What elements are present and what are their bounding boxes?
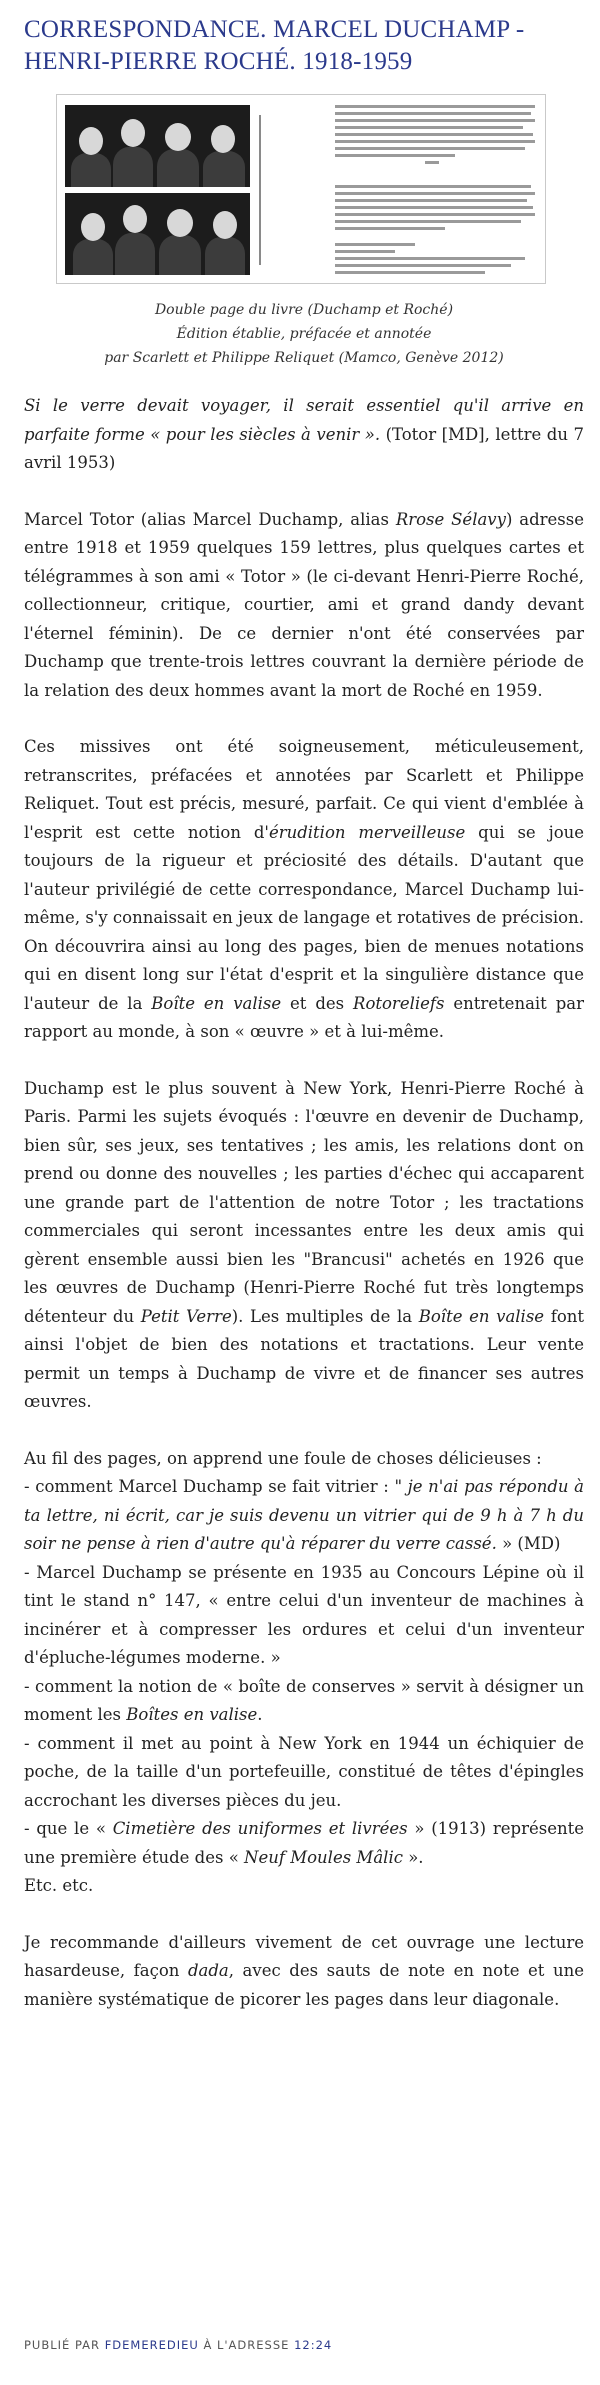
footer-prefix: PUBLIÉ PAR bbox=[24, 2338, 105, 2352]
text-run-italic: Rotoreliefs bbox=[353, 993, 445, 1013]
text-run: entretenait par rapport au monde, à son « œuvre » et à lui-même. bbox=[24, 993, 584, 1041]
post-footer bbox=[24, 2338, 332, 2352]
paragraph-epigraph bbox=[24, 392, 584, 478]
caption-line: par Scarlett et Philippe Reliquet (Mamco, Genève 2012) bbox=[104, 350, 504, 366]
image-caption bbox=[24, 298, 584, 370]
epigraph-source: (Totor [MD], lettre du 7 avril 1953) bbox=[24, 424, 584, 472]
book-double-page-image bbox=[56, 94, 546, 284]
paragraph bbox=[24, 1929, 584, 2015]
text-run: » (1913) représente une première étude des « bbox=[24, 1819, 584, 1867]
text-run: Je recommande d'ailleurs vivement de cet ouvrage une lecture hasardeuse, façon bbox=[24, 1932, 584, 1980]
paragraph bbox=[24, 733, 584, 1047]
list-item: - Marcel Duchamp se présente en 1935 au Concours Lépine où il tint le stand n° 147, « entre celui d'un inventeur de machines à incinérer et à compresser les ordures et celui d'un inventeur d'épluche-légumes moderne. » bbox=[24, 1562, 584, 1667]
paragraph-list bbox=[24, 1445, 584, 1901]
text-run: » (MD) bbox=[496, 1534, 561, 1553]
text-run: ). Les multiples de la bbox=[231, 1306, 419, 1326]
caption-line: Double page du livre (Duchamp et Roché) bbox=[154, 302, 454, 318]
list-item bbox=[24, 1473, 584, 1559]
text-run: qui se joue toujours de la rigueur et préciosité des détails. D'autant que l'auteur privilégié de cette correspondance, Marcel Duchamp lui-même, s'y connaissait en jeux de langage et rotatives de précision. On découvrira ainsi au long des pages, bien de menues notations qui en disent long sur l'état d'esprit et la singulière distance que l'auteur de la bbox=[24, 822, 585, 1013]
photo-caption-vertical bbox=[257, 115, 263, 265]
text-run-italic: dada bbox=[187, 1961, 229, 1980]
text-run: - que le « bbox=[24, 1819, 113, 1838]
text-run: ) adresse entre 1918 et 1959 quelques 159 lettres, plus quelques cartes et télégrammes à son ami « Totor » (le ci-devant Henri-Pierre Roché, collectionneur, critique, courtier, ami et grand dandy devant l'éternel féminin). De ce dernier n'ont été conservées par Duchamp que trente-trois lettres couvrant la dernière période de la relation des deux hommes avant la mort de Roché en 1959. bbox=[24, 509, 584, 700]
group-photo-top bbox=[65, 105, 250, 187]
text-run: Duchamp est le plus souvent à New York, Henri-Pierre Roché à Paris. Parmi les sujets évoqués : l'œuvre en devenir de Duchamp, bien sûr, ses jeux, ses tentatives ; les amis, les relations dont on prend ou donne des nouvelles ; les parties d'échec qui accaparent une grande part de l'attention de notre Totor ; les tractations commerciales qui seront incessantes entre les deux amis qui gèrent ensemble aussi bien les "Brancusi" achetés en 1926 que les œuvres de Duchamp (Henri-Pierre Roché fut très longtemps détenteur du bbox=[24, 1078, 584, 1326]
blog-post bbox=[24, 0, 584, 2042]
epigraph-quote: Si le verre devait voyager, il serait essentiel qu'il arrive en parfaite forme « pour les siècles à venir ». bbox=[24, 396, 584, 444]
text-run: - comment la notion de « boîte de conserves » servit à désigner un moment les bbox=[24, 1676, 584, 1724]
list-item bbox=[24, 1815, 584, 1872]
list-item: - comment il met au point à New York en 1944 un échiquier de poche, de la taille d'un portefeuille, constitué de têtes d'épingles accrochant les diverses pièces du jeu. bbox=[24, 1733, 584, 1810]
text-run-italic: Rrose Sélavy bbox=[395, 509, 506, 529]
text-run-italic: Neuf Moules Mâlic bbox=[244, 1847, 403, 1867]
text-run: , avec des sauts de note en note et une manière systématique de picorer les pages dans leur diagonale. bbox=[24, 1961, 584, 2009]
text-run-italic: érudition merveilleuse bbox=[268, 822, 466, 842]
group-photo-bottom bbox=[65, 193, 250, 275]
text-run: Ces missives ont été soigneusement, méticuleusement, retranscrites, préfacées et annotées par Scarlett et Philippe Reliquet. Tout est précis, mesuré, parfait. Ce qui vient d'emblée à l'esprit est cette notion d' bbox=[24, 737, 584, 842]
text-run: ». bbox=[402, 1847, 424, 1867]
permalink-time[interactable]: 12:24 bbox=[294, 2338, 333, 2352]
text-run-italic: Cimetière des uniformes et livrées bbox=[112, 1819, 408, 1838]
text-run-italic: Boîtes en valise bbox=[126, 1705, 258, 1724]
text-run: . bbox=[257, 1705, 263, 1724]
text-run-italic: je n'ai pas répondu à ta lettre, ni écrit, car je suis devenu un vitrier qui de 9 h à 7 h du soir ne pense à rien d'autre qu'à réparer du verre cassé. bbox=[24, 1477, 585, 1553]
list-etc: Etc. etc. bbox=[24, 1876, 94, 1895]
page-text-block-top bbox=[335, 105, 535, 168]
page-text-block-bottom bbox=[335, 243, 535, 278]
footer-middle: À L'ADRESSE bbox=[198, 2338, 295, 2352]
caption-line: Édition établie, préfacée et annotée bbox=[176, 326, 432, 342]
text-run: font ainsi l'objet de bien des notations et tractations. Leur vente permit un temps à Duchamp de vivre et de financer ses autres œuvres. bbox=[24, 1306, 585, 1411]
list-item bbox=[24, 1673, 584, 1730]
text-run: - comment Marcel Duchamp se fait vitrier : " bbox=[24, 1477, 408, 1496]
author-link[interactable]: FDEMEREDIEU bbox=[104, 2338, 199, 2352]
text-run: Marcel Totor (alias Marcel Duchamp, alias bbox=[24, 509, 396, 529]
paragraph bbox=[24, 1075, 584, 1417]
text-run-italic: Petit Verre bbox=[140, 1306, 232, 1326]
text-run-italic: Boîte en valise bbox=[418, 1306, 545, 1326]
text-run-italic: Boîte en valise bbox=[151, 993, 282, 1013]
text-run: et des bbox=[281, 993, 354, 1013]
post-title[interactable]: CORRESPONDANCE. MARCEL DUCHAMP - HENRI-PIERRE ROCHÉ. 1918-1959 bbox=[24, 16, 525, 75]
page-text-block-middle bbox=[335, 185, 535, 234]
list-intro: Au fil des pages, on apprend une foule de choses délicieuses : bbox=[24, 1448, 542, 1468]
post-body bbox=[24, 392, 584, 2014]
paragraph bbox=[24, 506, 584, 706]
